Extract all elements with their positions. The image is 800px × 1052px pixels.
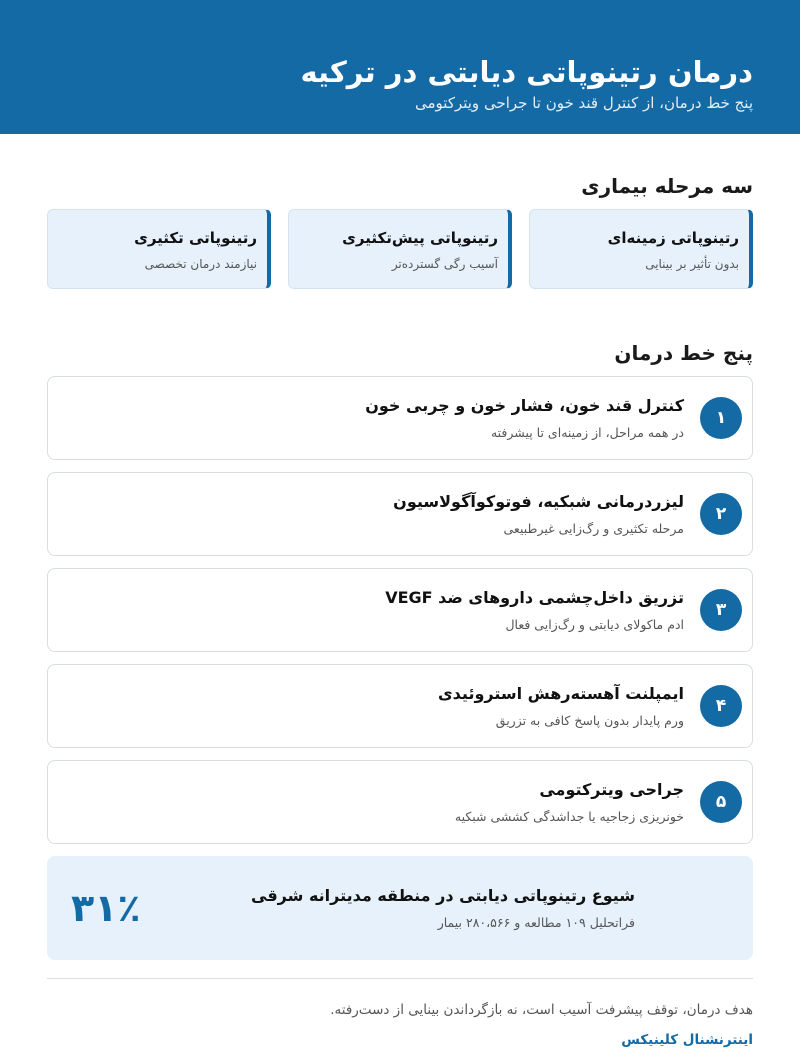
- prevalence-stat-box: [47, 856, 753, 960]
- stat-text: [141, 883, 725, 933]
- line-text: [60, 585, 684, 635]
- page-title: درمان رتینوپاتی دیابتی در ترکیه: [300, 55, 753, 89]
- stage-desc: بدون تأثیر بر بینایی: [645, 257, 739, 271]
- treatment-line-2: [47, 472, 753, 556]
- line-number-badge: ۳: [700, 589, 742, 631]
- line-number-badge: ۲: [700, 493, 742, 535]
- stat-label: شیوع رتینوپاتی دیابتی در منطقه مدیترانه شرقی: [251, 886, 635, 905]
- stage-card-proliferative: [47, 209, 271, 289]
- stages-list: [47, 209, 753, 289]
- stage-card-preproliferative: [288, 209, 512, 289]
- line-desc: در همه مراحل، از زمینه‌ای تا پیشرفته: [490, 425, 684, 440]
- page-header: [0, 0, 800, 134]
- footer-note: هدف درمان، توقف پیشرفت آسیب است، نه بازگرداندن بینایی از دست‌رفته.: [330, 1002, 753, 1018]
- treatment-line-1: [47, 376, 753, 460]
- main-content: [0, 172, 800, 1051]
- stage-name: رتینوپاتی تکثیری: [134, 229, 257, 247]
- line-number-badge: ۴: [700, 685, 742, 727]
- treatment-line-5: [47, 760, 753, 844]
- line-name: تزریق داخل‌چشمی داروهای ضد VEGF: [385, 588, 684, 607]
- line-name: جراحی ویترکتومی: [539, 780, 684, 799]
- treatment-line-3: [47, 568, 753, 652]
- line-desc: مرحله تکثیری و رگ‌زایی غیرطبیعی: [503, 521, 684, 536]
- footer-brand: اینترنشنال کلینیکس: [621, 1032, 753, 1048]
- line-number-badge: ۱: [700, 397, 742, 439]
- page-subtitle: پنج خط درمان، از کنترل قند خون تا جراحی ویترکتومی: [415, 94, 753, 112]
- line-number-badge: ۵: [700, 781, 742, 823]
- line-text: [60, 777, 684, 827]
- stage-desc: آسیب رگی گسترده‌تر: [391, 257, 498, 271]
- stages-section-title: سه مرحله بیماری: [581, 174, 753, 198]
- stage-desc: نیازمند درمان تخصصی: [144, 257, 257, 271]
- stage-card-background: [529, 209, 753, 289]
- treatment-line-4: [47, 664, 753, 748]
- footer-divider: [47, 978, 753, 979]
- line-text: [60, 393, 684, 443]
- stage-name: رتینوپاتی زمینه‌ای: [607, 229, 739, 247]
- line-desc: ورم پایدار بدون پاسخ کافی به تزریق: [495, 713, 684, 728]
- line-desc: ادم ماکولای دیابتی و رگ‌زایی فعال: [505, 617, 684, 632]
- line-name: کنترل قند خون، فشار خون و چربی خون: [365, 396, 684, 415]
- line-text: [60, 489, 684, 539]
- lines-section-title: پنج خط درمان: [614, 341, 753, 365]
- line-name: ایمپلنت آهسته‌رهش استروئیدی: [438, 684, 684, 703]
- stage-name: رتینوپاتی پیش‌تکثیری: [342, 229, 498, 247]
- treatment-lines-list: [47, 376, 753, 844]
- line-name: لیزردرمانی شبکیه، فوتوکوآگولاسیون: [393, 492, 684, 511]
- stat-note: فراتحلیل ۱۰۹ مطالعه و ۲۸۰،۵۶۶ بیمار: [437, 915, 635, 930]
- line-text: [60, 681, 684, 731]
- stat-value: ۳۱٪: [71, 886, 141, 930]
- line-desc: خونریزی زجاجیه یا جداشدگی کششی شبکیه: [454, 809, 684, 824]
